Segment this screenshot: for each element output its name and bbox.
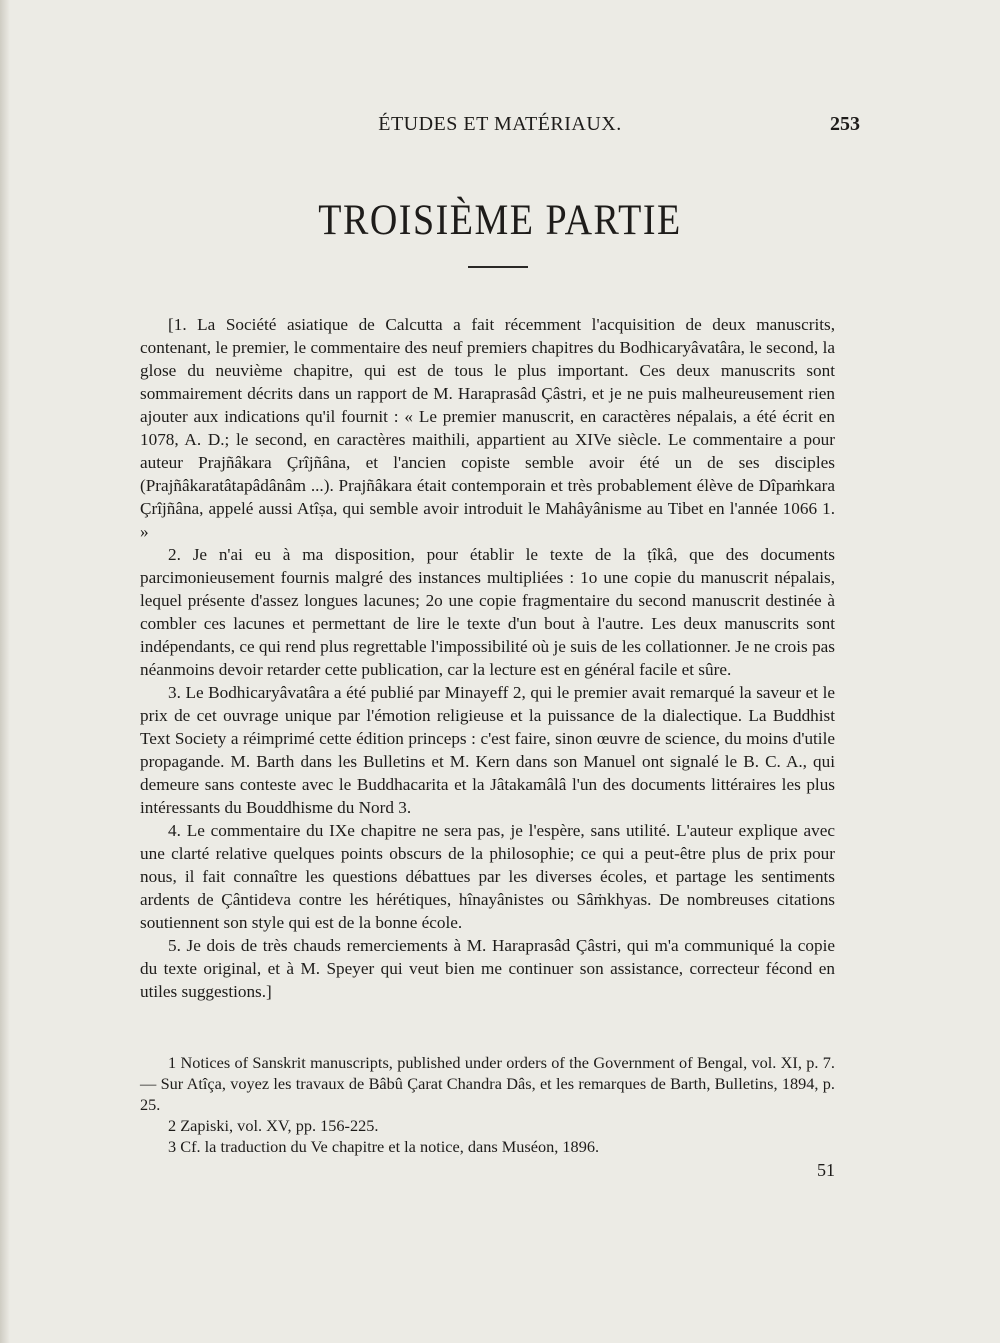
footnote-2: 2 Zapiski, vol. XV, pp. 156-225. bbox=[168, 1116, 379, 1135]
footnotes bbox=[140, 1052, 835, 1157]
footnote-1: 1 Notices of Sanskrit manuscripts, published under orders of the Government of Bengal, vol. XI, p. 7. — Sur Atîça, voyez les travaux de Bâbû Çarat Chandra Dâs, et les remarques de Barth, Bulletins, 1894, p. 25. bbox=[140, 1053, 835, 1114]
running-title: ÉTUDES ET MATÉRIAUX. bbox=[378, 113, 622, 135]
footnote-3: 3 Cf. la traduction du Ve chapitre et la notice, dans Muséon, 1896. bbox=[168, 1137, 600, 1156]
page-edge-shadow bbox=[0, 0, 10, 1343]
paragraph-4: 4. Le commentaire du IXe chapitre ne sera pas, je l'espère, sans utilité. L'auteur explique avec une clarté relative quelques points obscurs de la philosophie; ce qui a peut-être plus de prix pour nous, il fait connaître les questions débattues par les diverses écoles, et partage les sentiments ardents de Çântideva contre les hérétiques, hînayânistes ou Sâṁkhyas. De nombreuses citations soutiennent son style qui est de la bonne école. bbox=[140, 821, 835, 932]
paragraph-2: 2. Je n'ai eu à ma disposition, pour établir le texte de la ṭîkâ, que des documents parcimonieusement fournis malgré des instances multipliées : 1o une copie du manuscrit népalais, lequel présente d'assez longues lacunes; 2o une copie fragmentaire du second manuscrit destinée à combler ces lacunes et permettant de lire le texte d'un bout à l'autre. Les deux manuscrits sont indépendants, ce qui rend plus regrettable l'impossibilité où je suis de les collationner. Je ne crois pas néanmoins devoir retarder cette publication, car la lecture est en général facile et sûre. bbox=[140, 545, 835, 679]
paragraph-3: 3. Le Bodhicaryâvatâra a été publié par Minayeff 2, qui le premier avait remarqué la saveur et le prix de cet ouvrage unique par l'émotion religieuse et la puissance de la dialectique. La Buddhist Text Society a réimprimé cette édition princeps : c'est faire, sinon œuvre de science, du moins d'utile propagande. M. Barth dans les Bulletins et M. Kern dans son Manuel ont signalé le B. C. A., qui demeure sans conteste avec le Buddhacarita et la Jâtakamâlâ l'un des documents littéraires les plus intéressants du Bouddhisme du Nord 3. bbox=[140, 683, 835, 817]
paragraph-5: 5. Je dois de très chauds remerciements à M. Haraprasâd Çâstri, qui m'a communiqué la copie du texte original, et à M. Speyer qui veut bien me continuer son assistance, correcteur fécond en utiles suggestions.] bbox=[140, 936, 835, 1001]
part-title: TROISIÈME PARTIE bbox=[318, 195, 682, 245]
signature-mark: 51 bbox=[817, 1160, 835, 1180]
running-head bbox=[140, 113, 860, 143]
title-rule bbox=[468, 266, 528, 268]
page-number: 253 bbox=[830, 113, 860, 135]
body-text bbox=[140, 313, 835, 1003]
paragraph-1: [1. La Société asiatique de Calcutta a fait récemment l'acquisition de deux manuscrits, contenant, le premier, le commentaire des neuf premiers chapitres du Bodhicaryâvatâra, le second, la glose du neuvième chapitre, qui est de tous le plus important. Ces deux manuscrits sont sommairement décrits dans un rapport de M. Haraprasâd Çâstri, et je ne puis malheureusement rien ajouter aux indications qu'il fournit : « Le premier manuscrit, en caractères népalais, a été écrit en 1078, A. D.; le second, en caractères maithili, appartient au XIVe siècle. Le commentaire a pour auteur Prajñâkara Çrîjñâna, et l'ancien copiste semble avoir été un de ses disciples (Prajñâkaratâtapâdânâm ...). Prajñâkara était contemporain et très probablement élève de Dîpaṁkara Çrîjñâna, appelé aussi Atîṣa, qui semble avoir introduit le Mahâyânisme au Tibet en l'année 1066 1. » bbox=[140, 315, 835, 541]
